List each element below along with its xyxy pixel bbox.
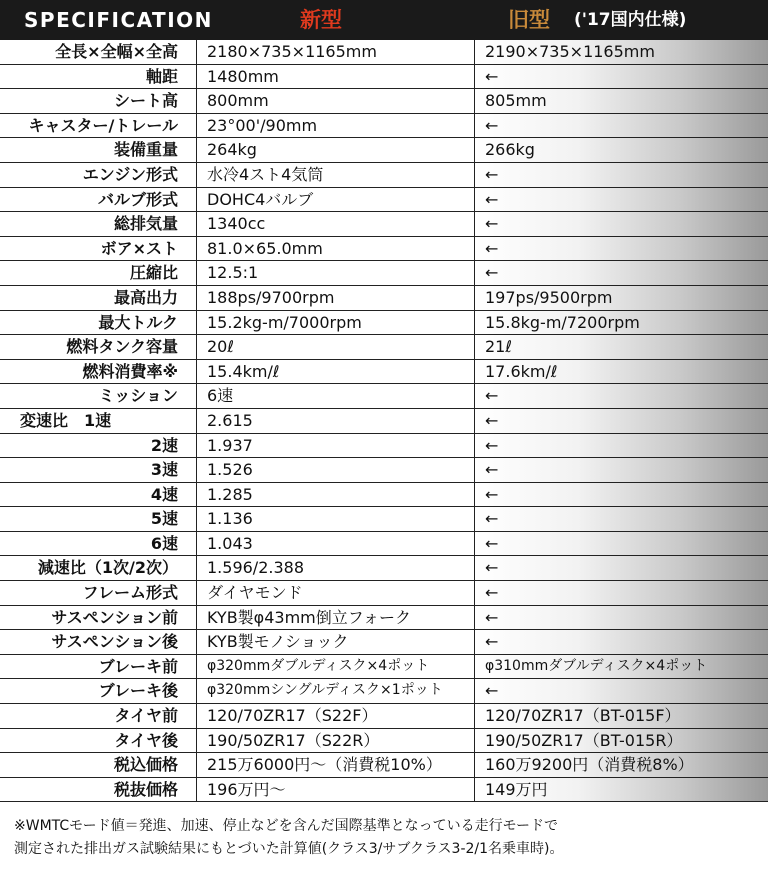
spec-table <box>0 40 768 802</box>
spec-label: 総排気量 <box>113 214 178 234</box>
new-model-value: 1.043 <box>196 532 474 556</box>
spec-label: 最大トルク <box>98 312 178 332</box>
spec-row <box>0 138 768 163</box>
spec-row <box>0 679 768 704</box>
spec-row <box>0 40 768 65</box>
old-model-value: ← <box>474 114 768 138</box>
spec-row <box>0 163 768 188</box>
spec-row <box>0 65 768 90</box>
old-model-value: 2190×735×1165mm <box>474 40 768 64</box>
spec-row <box>0 704 768 729</box>
spec-label: 税込価格 <box>113 755 178 775</box>
new-model-value: 1340cc <box>196 212 474 236</box>
spec-row <box>0 237 768 262</box>
spec-row <box>0 89 768 114</box>
new-model-value: 1.285 <box>196 483 474 507</box>
spec-label: ブレーキ前 <box>98 656 178 676</box>
spec-label: 変速比 1速 <box>20 410 112 430</box>
spec-label: キャスター/トレール <box>28 115 178 135</box>
spec-row <box>0 729 768 754</box>
spec-row <box>0 384 768 409</box>
old-model-value: 805mm <box>474 89 768 113</box>
old-model-value: 149万円 <box>474 778 768 802</box>
spec-label: フレーム形式 <box>82 583 178 603</box>
new-model-value: 15.4km/ℓ <box>196 360 474 384</box>
new-model-value: DOHC4バルブ <box>196 188 474 212</box>
spec-row <box>0 458 768 483</box>
new-model-value: 800mm <box>196 89 474 113</box>
old-model-value: 197ps/9500rpm <box>474 286 768 310</box>
spec-row <box>0 434 768 459</box>
old-model-value: ← <box>474 606 768 630</box>
spec-row <box>0 630 768 655</box>
old-model-value: 160万9200円（消費税8%） <box>474 753 768 777</box>
footnote-line-2: 測定された排出ガス試験結果にもとづいた計算値(クラス3/サブクラス3-2/1名乗車時)。 <box>14 841 564 857</box>
spec-label: 5速 <box>150 509 178 529</box>
spec-row <box>0 114 768 139</box>
spec-label: 6速 <box>150 533 178 553</box>
spec-label: エンジン形式 <box>82 164 178 184</box>
spec-label: サスペンション後 <box>51 632 178 652</box>
old-model-value: ← <box>474 581 768 605</box>
new-model-value: 188ps/9700rpm <box>196 286 474 310</box>
new-model-value: 196万円〜 <box>196 778 474 802</box>
old-model-value: ← <box>474 679 768 703</box>
new-model-value: 20ℓ <box>196 335 474 359</box>
old-model-value: ← <box>474 163 768 187</box>
old-model-value: 120/70ZR17（BT-015F） <box>474 704 768 728</box>
old-model-value: ← <box>474 556 768 580</box>
spec-label: ブレーキ後 <box>98 681 178 701</box>
footnote <box>14 815 754 861</box>
footnote-line-1: ※WMTCモード値＝発進、加速、停止などを含んだ国際基準となっている走行モードで <box>14 818 559 834</box>
spec-row <box>0 753 768 778</box>
spec-label: バルブ形式 <box>97 189 178 209</box>
spec-row <box>0 778 768 803</box>
new-model-value: 23°00'/90mm <box>196 114 474 138</box>
old-model-value: 21ℓ <box>474 335 768 359</box>
old-model-value: ← <box>474 212 768 236</box>
new-model-value: 水冷4スト4気筒 <box>196 163 474 187</box>
new-model-value: 12.5:1 <box>196 261 474 285</box>
new-model-value: ダイヤモンド <box>196 581 474 605</box>
old-model-value: 17.6km/ℓ <box>474 360 768 384</box>
spec-label: 燃料タンク容量 <box>66 337 178 357</box>
spec-label: 軸距 <box>145 66 178 86</box>
old-model-note: ('17国内仕様) <box>574 10 687 30</box>
old-model-value: ← <box>474 458 768 482</box>
spec-row <box>0 556 768 581</box>
spec-label: サスペンション前 <box>51 607 178 627</box>
new-model-value: 120/70ZR17（S22F） <box>196 704 474 728</box>
spec-row <box>0 409 768 434</box>
spec-label: タイヤ前 <box>114 706 178 726</box>
spec-label: 2速 <box>150 435 178 455</box>
old-model-value: ← <box>474 261 768 285</box>
new-model-value: 1.937 <box>196 434 474 458</box>
spec-label: 4速 <box>150 484 178 504</box>
spec-row <box>0 581 768 606</box>
spec-row <box>0 606 768 631</box>
new-model-value: 264kg <box>196 138 474 162</box>
new-model-value: 15.2kg-m/7000rpm <box>196 311 474 335</box>
new-model-heading: 新型 <box>300 8 342 32</box>
new-model-value: 81.0×65.0mm <box>196 237 474 261</box>
new-model-value: 2.615 <box>196 409 474 433</box>
spec-label: 全長×全幅×全高 <box>55 42 178 61</box>
spec-label: 装備重量 <box>113 140 178 160</box>
old-model-value: 190/50ZR17（BT-015R） <box>474 729 768 753</box>
spec-label: シート高 <box>113 91 178 111</box>
old-model-value: ← <box>474 507 768 531</box>
spec-row <box>0 311 768 336</box>
new-model-value: φ320mmダブルディスク×4ポット <box>196 655 474 679</box>
new-model-value: 215万6000円〜（消費税10%） <box>196 753 474 777</box>
old-model-value: ← <box>474 630 768 654</box>
old-model-value: 15.8kg-m/7200rpm <box>474 311 768 335</box>
spec-row <box>0 360 768 385</box>
old-model-heading: 旧型 <box>508 8 550 32</box>
spec-row <box>0 532 768 557</box>
old-model-value: ← <box>474 409 768 433</box>
new-model-value: KYB製φ43mm倒立フォーク <box>196 606 474 630</box>
spec-row <box>0 188 768 213</box>
old-model-value: ← <box>474 65 768 89</box>
new-model-value: 6速 <box>196 384 474 408</box>
spec-row <box>0 335 768 360</box>
spec-row <box>0 507 768 532</box>
new-model-value: KYB製モノショック <box>196 630 474 654</box>
spec-title: SPECIFICATION <box>24 8 213 32</box>
old-model-value: ← <box>474 532 768 556</box>
new-model-value: 1.136 <box>196 507 474 531</box>
spec-row <box>0 261 768 286</box>
new-model-value: 1.596/2.388 <box>196 556 474 580</box>
spec-label: 3速 <box>150 460 178 480</box>
spec-label: 最高出力 <box>113 287 178 307</box>
old-model-value: ← <box>474 483 768 507</box>
spec-row <box>0 655 768 680</box>
old-model-value: ← <box>474 434 768 458</box>
old-model-value: φ310mmダブルディスク×4ポット <box>474 655 768 679</box>
spec-label: 圧縮比 <box>129 263 178 283</box>
spec-row <box>0 212 768 237</box>
old-model-value: 266kg <box>474 138 768 162</box>
spec-row <box>0 483 768 508</box>
spec-label: 減速比（1次/2次） <box>37 558 178 578</box>
new-model-value: 1.526 <box>196 458 474 482</box>
old-model-value: ← <box>474 384 768 408</box>
old-model-value: ← <box>474 188 768 212</box>
new-model-value: 1480mm <box>196 65 474 89</box>
new-model-value: 190/50ZR17（S22R） <box>196 729 474 753</box>
spec-label: 税抜価格 <box>113 779 178 799</box>
new-model-value: 2180×735×1165mm <box>196 40 474 64</box>
old-model-value: ← <box>474 237 768 261</box>
spec-header <box>0 0 768 40</box>
spec-label: ボア×スト <box>100 238 178 258</box>
new-model-value: φ320mmシングルディスク×1ポット <box>196 679 474 703</box>
spec-label: 燃料消費率※ <box>82 361 178 381</box>
spec-label: ミッション <box>98 386 178 406</box>
spec-row <box>0 286 768 311</box>
spec-label: タイヤ後 <box>114 730 178 750</box>
